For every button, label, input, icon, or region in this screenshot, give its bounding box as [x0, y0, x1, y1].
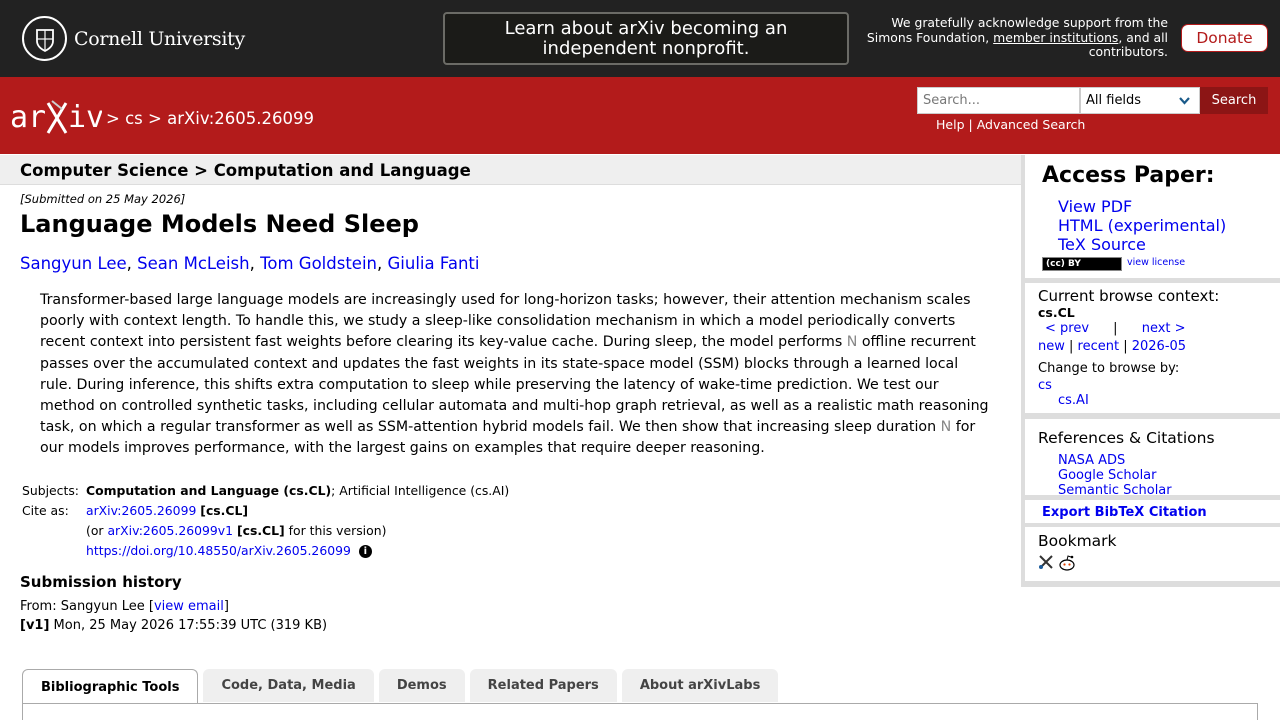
- cite-version-row: [20, 522, 511, 542]
- tab-demos[interactable]: Demos: [379, 669, 465, 702]
- cite-version-note: for this version): [284, 523, 387, 538]
- nasa-ads-link[interactable]: NASA ADS: [1058, 453, 1126, 468]
- subjects-row: [20, 482, 511, 502]
- author-separator: ,: [249, 254, 261, 273]
- bookmark-title: Bookmark: [1038, 532, 1117, 550]
- support-acknowledgement: [860, 16, 1168, 60]
- subject-header-text: Computer Science > Computation and Language: [20, 161, 471, 180]
- paper-title: Language Models Need Sleep: [20, 210, 419, 238]
- view-pdf-link[interactable]: View PDF: [1058, 197, 1133, 216]
- help-link[interactable]: Help: [936, 117, 965, 132]
- subjects-value: [84, 482, 511, 502]
- recent-link[interactable]: recent: [1077, 339, 1120, 354]
- search-button[interactable]: Search: [1200, 87, 1268, 114]
- top-banner: [0, 0, 1280, 77]
- breadcrumb-paper-id: arXiv:2605.26099: [167, 109, 315, 128]
- donate-button[interactable]: Donate: [1181, 24, 1268, 52]
- tex-source-link[interactable]: TeX Source: [1058, 235, 1146, 254]
- bibsonomy-icon[interactable]: [1038, 554, 1054, 570]
- member-institutions-link[interactable]: member institutions: [993, 29, 1119, 45]
- from-text: From: Sangyun Lee [: [20, 599, 154, 614]
- sidebar: [1021, 155, 1280, 587]
- reddit-icon[interactable]: [1058, 554, 1076, 572]
- cc-by-license-icon[interactable]: (cc) BY: [1042, 257, 1122, 271]
- author-link[interactable]: Giulia Fanti: [387, 254, 480, 273]
- cite-version-link[interactable]: arXiv:2605.26099v1: [107, 523, 234, 538]
- author-separator: ,: [377, 254, 388, 273]
- abstract-text: Transformer-based large language models are increasingly used for long-horizon tasks; however, their attention mechanism scales poorly with context length. To handle this, we study a sleep-like consolidation mechanism in which a model periodically converts recent context into persistent fast weights before clearing its key-value cache. During sleep, the model performs: [40, 292, 971, 351]
- arxiv-logo-icon[interactable]: [10, 95, 102, 141]
- references-links: [1058, 453, 1172, 498]
- access-paper-title: Access Paper:: [1042, 163, 1215, 188]
- cite-category: [cs.CL]: [200, 503, 249, 518]
- version-v1: [20, 618, 327, 633]
- abstract-text: offline recurrent passes over the accumulated context and updates the fast weights in its state-space model (SSM) blocks through a learned local rule. During inference, this shifts extra computation to sleep while preserving the latency of wake-time prediction. We test our method on controlled synthetic tasks, including cellular automata and multi-hop graph retrieval, as well as a realistic math reasoning task, on which a regular transformer as well as SSM-attention hybrid models fail. We then show that increasing sleep duration: [40, 334, 989, 436]
- arxiv-header: [0, 77, 1280, 154]
- view-license-link[interactable]: view license: [1127, 257, 1186, 268]
- browse-cs-link[interactable]: cs: [1038, 378, 1052, 393]
- support-text-pre: We gratefully acknowledge support from the Simons Foundation,: [866, 15, 1168, 45]
- bookmark-box: [1025, 527, 1280, 581]
- bookmark-icons: [1038, 554, 1076, 572]
- tab-about-arxivlabs[interactable]: About arXivLabs: [622, 669, 779, 702]
- prev-link[interactable]: < prev: [1045, 321, 1090, 336]
- svg-text:ar: ar: [10, 100, 47, 135]
- search-input[interactable]: Search...: [917, 87, 1080, 114]
- cite-row: [20, 502, 511, 522]
- cite-version-category: [cs.CL]: [236, 523, 285, 538]
- cornell-logo[interactable]: [22, 16, 245, 61]
- math-n: N: [846, 334, 858, 351]
- subject-header: [0, 155, 1021, 185]
- nav-separator: |: [1113, 321, 1118, 336]
- month-link[interactable]: 2026-05: [1131, 339, 1187, 354]
- browse-context-current: cs.CL: [1038, 305, 1075, 320]
- breadcrumb: [106, 109, 314, 128]
- cornell-seal-icon: [22, 16, 67, 61]
- author-separator: ,: [126, 254, 138, 273]
- abstract: [40, 290, 990, 460]
- tab-panel: [22, 703, 1258, 720]
- tab-bibliographic-tools[interactable]: Bibliographic Tools: [22, 669, 198, 704]
- advanced-search-link[interactable]: Advanced Search: [976, 117, 1086, 132]
- svg-text:iv: iv: [68, 100, 102, 135]
- abstract-text: for our models improves performance, with the largest gains on examples that require deeper reasoning.: [40, 419, 976, 457]
- primary-subject: Computation and Language (cs.CL): [86, 483, 332, 498]
- browse-context-title: Current browse context:: [1038, 287, 1220, 305]
- new-link[interactable]: new: [1038, 339, 1065, 354]
- nonprofit-notice-button[interactable]: Learn about arXiv becoming an independent nonprofit.: [443, 12, 849, 65]
- html-link[interactable]: HTML (experimental): [1058, 216, 1227, 235]
- tab-code-data-media[interactable]: Code, Data, Media: [203, 669, 373, 702]
- browse-prev-next: [1045, 321, 1186, 336]
- search-field-value: All fields: [1086, 93, 1142, 108]
- access-links: [1058, 197, 1226, 254]
- author-link[interactable]: Sangyun Lee: [20, 254, 127, 273]
- labs-tabs: [22, 669, 783, 704]
- other-subjects: ; Artificial Intelligence (cs.AI): [331, 483, 510, 498]
- link-separator: |: [1119, 339, 1132, 354]
- browse-lists: [1038, 339, 1186, 354]
- change-browse-label: Change to browse by:: [1038, 361, 1180, 376]
- browse-context-box: [1025, 283, 1280, 413]
- submission-from: [20, 599, 229, 614]
- metadata-table: [20, 482, 511, 562]
- version-detail: Mon, 25 May 2026 17:55:39 UTC (319 KB): [49, 618, 328, 633]
- cite-label: Cite as:: [22, 503, 69, 518]
- references-title: References & Citations: [1038, 429, 1215, 447]
- submitted-date: [Submitted on 25 May 2026]: [20, 192, 186, 206]
- cite-or: (or: [86, 523, 108, 538]
- from-close: ]: [223, 599, 229, 614]
- doi-row: [20, 542, 511, 562]
- author-list: [20, 254, 479, 273]
- references-box: [1025, 419, 1280, 498]
- math-n: N: [940, 419, 952, 436]
- breadcrumb-sep: >: [148, 109, 162, 128]
- search-field-select[interactable]: [1080, 87, 1200, 114]
- access-paper-box: [1025, 155, 1280, 278]
- subjects-label: Subjects:: [22, 483, 79, 498]
- author-link[interactable]: Tom Goldstein: [260, 254, 377, 273]
- version-tag: [v1]: [20, 618, 50, 633]
- author-link[interactable]: Sean McLeish: [137, 254, 250, 273]
- browse-csai-link[interactable]: cs.AI: [1058, 393, 1089, 408]
- chevron-down-icon: [1178, 94, 1191, 107]
- google-scholar-link[interactable]: Google Scholar: [1058, 468, 1157, 483]
- cite-id-link[interactable]: arXiv:2605.26099: [86, 503, 197, 518]
- link-separator: |: [1064, 339, 1078, 354]
- semantic-scholar-link[interactable]: Semantic Scholar: [1058, 483, 1172, 498]
- export-bibtex-link[interactable]: Export BibTeX Citation: [1042, 505, 1207, 520]
- view-email-link[interactable]: view email: [153, 599, 224, 614]
- breadcrumb-sep: >: [106, 109, 120, 128]
- help-divider: |: [968, 117, 973, 132]
- doi-link[interactable]: https://doi.org/10.48550/arXiv.2605.26099: [86, 543, 351, 558]
- support-text-post: , and all contributors.: [1088, 29, 1168, 59]
- submission-history-title: Submission history: [20, 573, 182, 591]
- info-icon[interactable]: i: [359, 545, 372, 558]
- export-box: [1025, 500, 1280, 523]
- next-link[interactable]: next >: [1141, 321, 1186, 336]
- tab-related-papers[interactable]: Related Papers: [470, 669, 617, 702]
- help-links: [936, 117, 1085, 132]
- cornell-name: Cornell University: [74, 27, 245, 50]
- breadcrumb-cs-link[interactable]: cs: [125, 109, 143, 128]
